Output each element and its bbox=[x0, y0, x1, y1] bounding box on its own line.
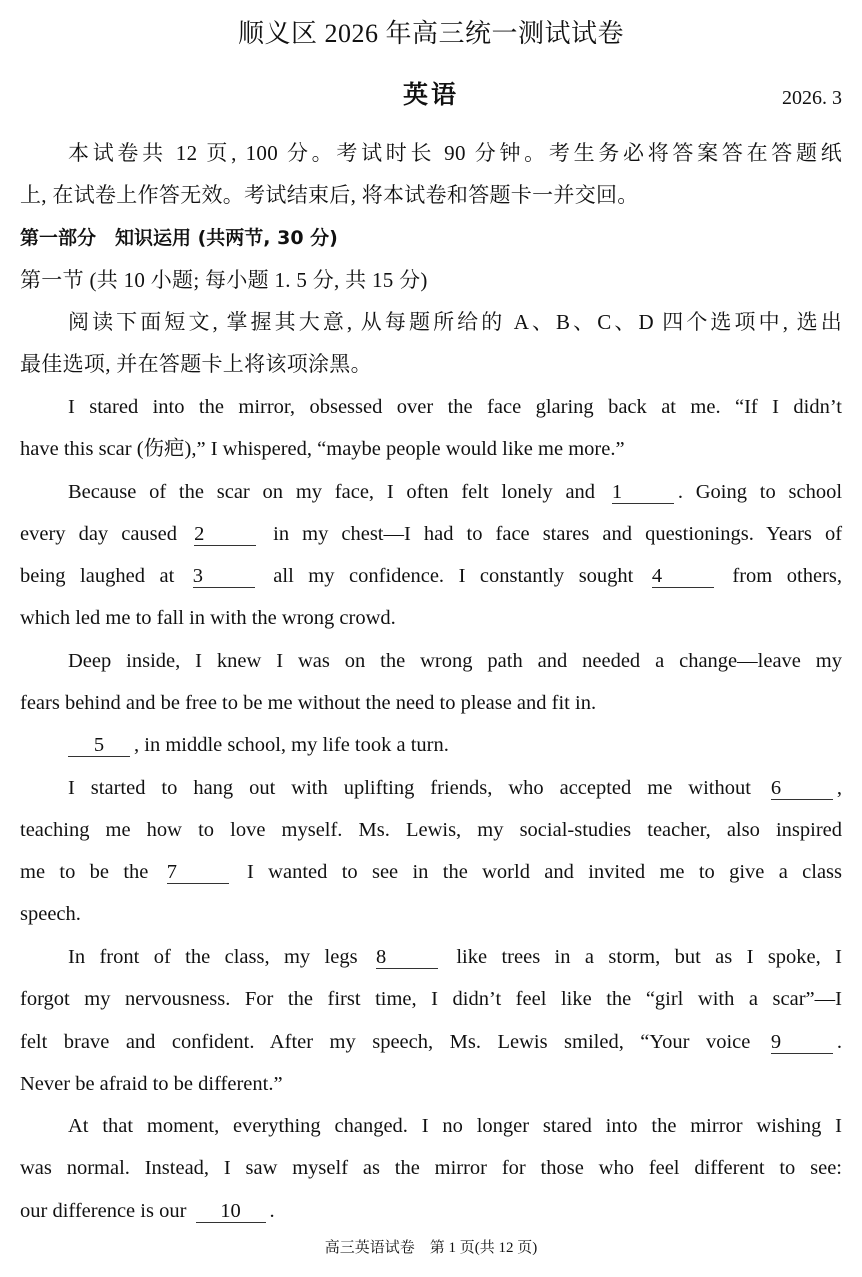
text-segment: all my confidence. I constantly sought bbox=[273, 565, 634, 587]
passage-p5-line-1 bbox=[20, 773, 842, 803]
text-segment: like trees in a storm, but as I spoke, I bbox=[456, 946, 842, 968]
page-footer: 高三英语试卷 第 1 页(共 12 页) bbox=[324, 1240, 538, 1256]
instructions-line-2: 上, 在试卷上作答无效。考试结束后, 将本试卷和答题卡一并交回。 bbox=[20, 183, 639, 207]
text-segment: our difference is our bbox=[20, 1200, 187, 1222]
passage-p2-line-4: which led me to fall in with the wrong crowd. bbox=[20, 607, 396, 629]
exam-title: 顺义区 2026 年高三统一测试试卷 bbox=[237, 19, 624, 48]
text-segment: I started to hang out with uplifting friends, who accepted me without bbox=[68, 777, 751, 799]
directions-line-1: 阅读下面短文, 掌握其大意, 从每题所给的 A、B、C、D 四个选项中, 选出 bbox=[68, 310, 842, 334]
blank-9: 9 bbox=[771, 1031, 833, 1054]
passage-p5-line-2: teaching me how to love myself. Ms. Lewis, my social-studies teacher, also inspired bbox=[20, 819, 842, 841]
text-segment: from others, bbox=[732, 565, 842, 587]
blank-7: 7 bbox=[167, 861, 229, 884]
text-segment: felt brave and confident. After my speech, Ms. Lewis smiled, “Your voice bbox=[20, 1031, 751, 1053]
blank-2: 2 bbox=[194, 523, 256, 546]
passage-p4-line-1 bbox=[20, 730, 842, 760]
passage-p1-line-1: I stared into the mirror, obsessed over the face glaring back at me. “If I didn’t bbox=[68, 396, 842, 418]
directions-line-2: 最佳选项, 并在答题卡上将该项涂黑。 bbox=[20, 352, 372, 376]
blank-5: 5 bbox=[68, 734, 130, 757]
passage-p6-line-1 bbox=[20, 942, 842, 972]
passage-p3-line-1: Deep inside, I knew I was on the wrong path and needed a change—leave my bbox=[68, 650, 842, 672]
blank-6: 6 bbox=[771, 777, 833, 800]
text-segment: , in middle school, my life took a turn. bbox=[134, 734, 449, 756]
passage-p6-line-3 bbox=[20, 1027, 842, 1057]
passage-p1-line-2: have this scar (伤疤),” I whispered, “maybe people would like me more.” bbox=[20, 438, 625, 460]
blank-1: 1 bbox=[612, 481, 674, 504]
text-segment: Because of the scar on my face, I often felt lonely and bbox=[68, 481, 596, 503]
passage-p7-line-1: At that moment, everything changed. I no longer stared into the mirror wishing I bbox=[68, 1115, 842, 1137]
passage-p2-line-1 bbox=[20, 477, 842, 507]
text-segment: being laughed at bbox=[20, 565, 175, 587]
passage-p6-line-2: forgot my nervousness. For the first time, I didn’t feel like the “girl with a scar”—I bbox=[20, 988, 842, 1010]
passage-p7-line-2: was normal. Instead, I saw myself as the mirror for those who feel different to see: bbox=[20, 1157, 842, 1179]
text-segment: . bbox=[836, 1031, 842, 1053]
instructions-line-1: 本试卷共 12 页, 100 分。考试时长 90 分钟。考生务必将答案答在答题纸 bbox=[68, 141, 842, 165]
text-segment: I wanted to see in the world and invited me to give a class bbox=[247, 861, 843, 883]
blank-10: 10 bbox=[196, 1200, 266, 1223]
passage-p3-line-2: fears behind and be free to be me without the need to please and fit in. bbox=[20, 692, 597, 714]
part1-heading: 第一部分 知识运用 (共两节, 30 分) bbox=[20, 227, 338, 249]
text-segment: me to be the bbox=[20, 861, 149, 883]
passage-p6-line-4: Never be afraid to be different.” bbox=[20, 1073, 283, 1095]
passage-p2-line-3 bbox=[20, 561, 842, 591]
text-segment: . Going to school bbox=[677, 481, 843, 503]
subject-heading: 英语 bbox=[402, 80, 459, 109]
exam-date: 2026. 3 bbox=[782, 87, 842, 109]
passage-p2-line-2 bbox=[20, 519, 842, 549]
section1-heading: 第一节 (共 10 小题; 每小题 1. 5 分, 共 15 分) bbox=[20, 268, 428, 292]
blank-3: 3 bbox=[193, 565, 255, 588]
text-segment: , bbox=[836, 777, 842, 799]
text-segment: in my chest—I had to face stares and questionings. Years of bbox=[273, 523, 843, 545]
blank-8: 8 bbox=[376, 946, 438, 969]
text-segment: . bbox=[269, 1200, 275, 1222]
text-segment: In front of the class, my legs bbox=[68, 946, 358, 968]
blank-4: 4 bbox=[652, 565, 714, 588]
passage-p5-line-3 bbox=[20, 857, 842, 887]
passage-p7-line-3 bbox=[20, 1196, 842, 1226]
text-segment: every day caused bbox=[20, 523, 178, 545]
passage-p5-line-4: speech. bbox=[20, 903, 81, 925]
